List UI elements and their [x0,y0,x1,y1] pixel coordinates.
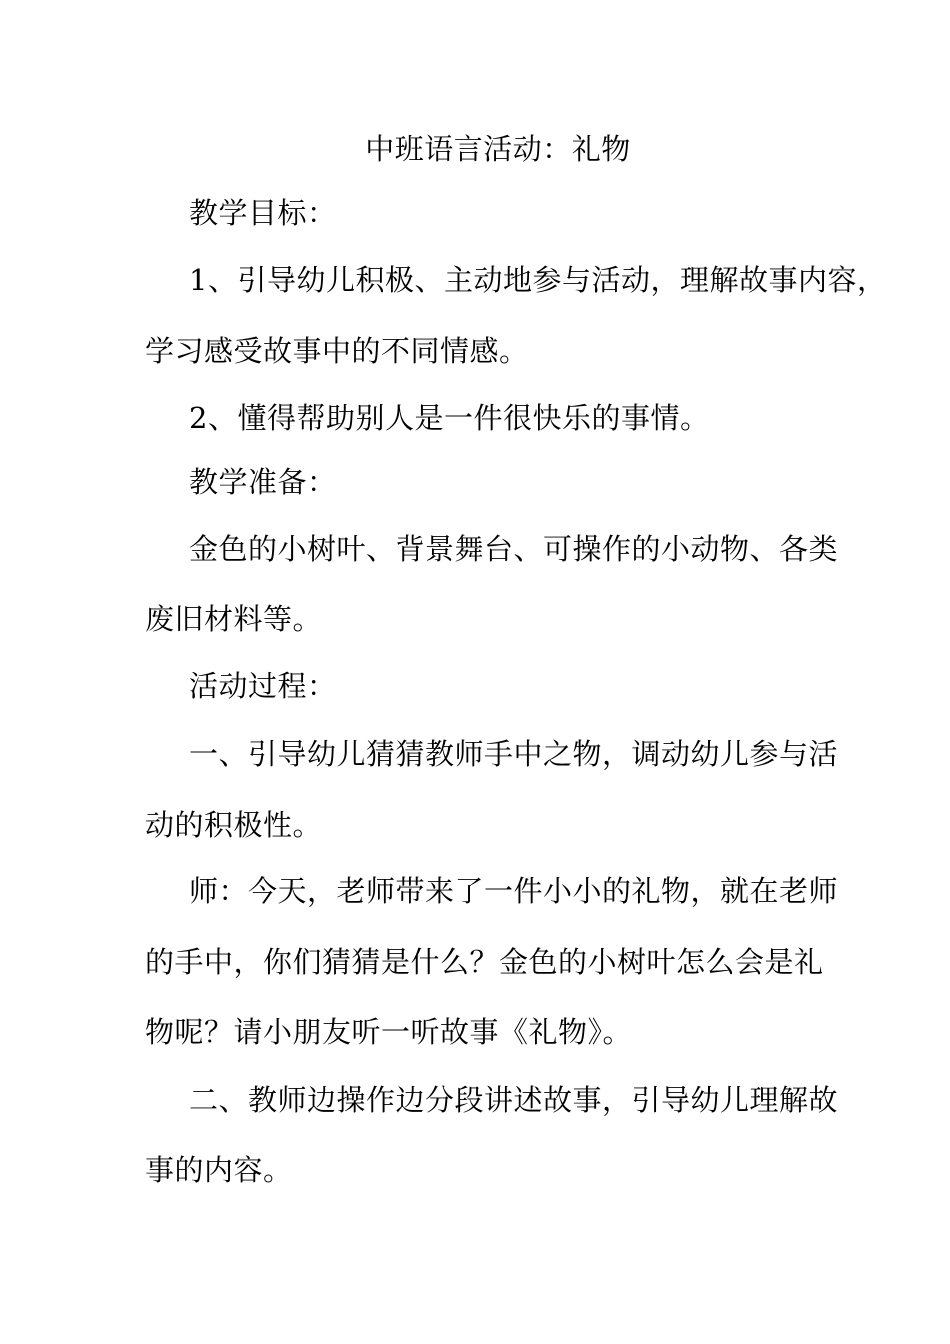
step-1-line-2: 动的积极性。 [145,808,323,842]
preparation-line-1: 金色的小树叶、背景舞台、可操作的小动物、各类 [189,532,839,566]
step-2-line-2: 事的内容。 [145,1153,293,1187]
objective-1-line-2: 学习感受故事中的不同情感。 [145,334,529,368]
section-heading-preparation: 教学准备： [189,465,337,499]
objective-1-line-1: 1、引导幼儿积极、主动地参与活动，理解故事内容， [189,263,887,297]
teacher-line-1: 师：今天，老师带来了一件小小的礼物，就在老师 [189,874,839,908]
section-heading-objectives: 教学目标： [189,196,337,230]
teacher-line-3: 物呢？请小朋友听一听故事《礼物》。 [145,1015,633,1049]
preparation-line-2: 废旧材料等。 [145,602,323,636]
step-2-line-1: 二、教师边操作边分段讲述故事，引导幼儿理解故 [189,1083,839,1117]
document-title: 中班语言活动：礼物 [365,132,631,166]
teacher-line-2: 的手中，你们猜猜是什么？金色的小树叶怎么会是礼 [145,945,824,979]
step-1-line-1: 一、引导幼儿猜猜教师手中之物，调动幼儿参与活 [189,737,839,771]
objective-2: 2、懂得帮助别人是一件很快乐的事情。 [189,401,710,435]
section-heading-process: 活动过程： [189,669,337,703]
